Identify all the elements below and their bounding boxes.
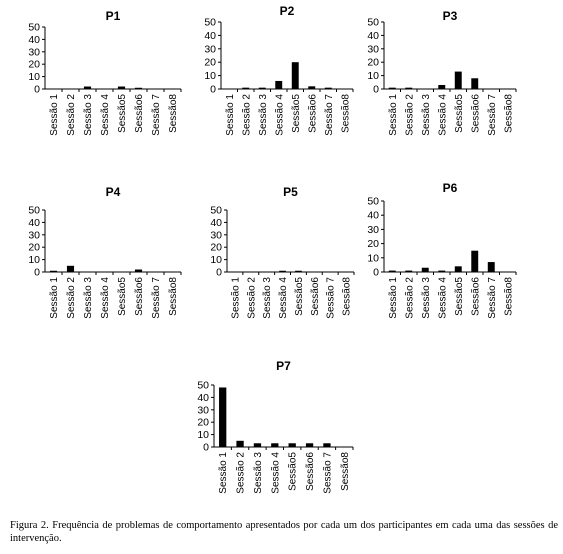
- x-tick-label: Sessão 7: [151, 94, 162, 136]
- bar: [242, 88, 249, 89]
- y-tick-label: 50: [197, 379, 209, 392]
- y-tick-label: 40: [367, 209, 379, 222]
- chart-title: P1: [105, 9, 121, 23]
- x-tick-label: Sessão 4: [437, 277, 449, 319]
- x-tick-label: Sessão8: [168, 94, 179, 133]
- x-tick-label: Sessão 2: [235, 452, 247, 494]
- y-tick-label: 30: [28, 46, 40, 59]
- bar: [438, 85, 445, 89]
- chart-panel-2: [204, 4, 353, 136]
- bar: [135, 88, 142, 89]
- bar: [275, 81, 282, 89]
- x-tick-label: Sessão6: [305, 452, 317, 491]
- x-tick-label: Sessão 1: [218, 452, 230, 494]
- x-tick-label: Sessão 4: [274, 94, 286, 136]
- y-tick-label: 10: [210, 254, 222, 267]
- x-tick-label: Sessão6: [307, 94, 319, 133]
- y-tick-label: 50: [367, 195, 379, 208]
- x-tick-label: Sessão 1: [224, 94, 236, 136]
- y-tick-label: 20: [210, 241, 222, 254]
- y-tick-label: 0: [210, 83, 216, 96]
- bar: [405, 88, 412, 89]
- x-tick-label: Sessão 2: [241, 94, 253, 136]
- x-tick-label: Sessão 4: [100, 277, 111, 319]
- y-tick-label: 30: [367, 43, 379, 56]
- x-tick-label: Sessão 3: [257, 94, 269, 136]
- bar: [422, 268, 429, 272]
- x-tick-label: Sessão 4: [270, 452, 282, 494]
- bar: [389, 88, 396, 89]
- chart-panel-7: [197, 359, 353, 494]
- y-tick-label: 40: [28, 33, 40, 46]
- y-tick-label: 20: [28, 58, 40, 71]
- x-tick-label: Sessão8: [341, 277, 353, 316]
- chart-panel-5: [210, 185, 354, 319]
- x-tick-label: Sessão5: [293, 277, 305, 316]
- x-tick-label: Sessão 1: [387, 277, 399, 319]
- y-tick-label: 0: [203, 441, 209, 454]
- x-tick-label: Sessão 1: [387, 94, 399, 136]
- y-tick-label: 0: [34, 266, 40, 279]
- x-tick-label: Sessão 3: [83, 277, 94, 319]
- bar: [279, 271, 286, 272]
- x-tick-label: Sessão 7: [325, 277, 337, 319]
- x-tick-label: Sessão5: [117, 94, 128, 133]
- x-tick-label: Sessão 3: [83, 94, 94, 136]
- x-tick-label: Sessão6: [134, 277, 145, 316]
- x-tick-label: Sessão 7: [322, 452, 334, 494]
- x-tick-label: Sessão 7: [486, 94, 498, 136]
- y-tick-label: 0: [373, 83, 379, 96]
- x-tick-label: Sessão 4: [100, 94, 111, 136]
- bar: [135, 270, 142, 272]
- x-tick-label: Sessão 7: [151, 277, 162, 319]
- chart-panel-3: [367, 9, 516, 136]
- bar: [84, 87, 91, 89]
- bar: [323, 443, 330, 447]
- y-tick-label: 50: [204, 16, 216, 29]
- x-tick-label: Sessão 2: [246, 277, 258, 319]
- x-tick-label: Sessão8: [503, 277, 515, 316]
- chart-title: P2: [279, 4, 295, 18]
- x-tick-label: Sessão8: [503, 94, 515, 133]
- x-tick-label: Sessão 3: [420, 277, 432, 319]
- x-tick-label: Sessão 7: [323, 94, 335, 136]
- bar: [295, 271, 302, 272]
- bar: [118, 87, 125, 89]
- bar: [67, 266, 74, 272]
- bar: [306, 443, 313, 447]
- bar: [292, 62, 299, 89]
- x-tick-label: Sessão 1: [49, 277, 60, 319]
- x-tick-label: Sessão5: [287, 452, 299, 491]
- x-tick-label: Sessão 3: [420, 94, 432, 136]
- bar: [254, 443, 261, 447]
- y-tick-label: 30: [204, 43, 216, 56]
- x-tick-label: Sessão6: [470, 277, 482, 316]
- x-tick-label: Sessão5: [117, 277, 128, 316]
- figure-caption: Figura 2. Frequência de problemas de comportamento apresentados por cada um dos participantes em cada uma das sessões de intervenção.: [10, 520, 558, 544]
- y-tick-label: 20: [197, 416, 209, 429]
- y-tick-label: 10: [367, 252, 379, 265]
- bar: [438, 271, 445, 272]
- chart-panel-6: [367, 181, 516, 319]
- bar: [271, 443, 278, 447]
- y-tick-label: 40: [197, 391, 209, 404]
- y-tick-label: 10: [28, 71, 40, 84]
- chart-title: P5: [283, 185, 298, 199]
- x-tick-label: Sessão8: [168, 277, 179, 316]
- x-tick-label: Sessão5: [290, 94, 302, 133]
- x-tick-label: Sessão 2: [404, 277, 416, 319]
- x-tick-label: Sessão 7: [486, 277, 498, 319]
- x-tick-label: Sessão 1: [230, 277, 242, 319]
- y-tick-label: 50: [28, 21, 40, 34]
- chart-panel-4: [28, 185, 181, 319]
- x-tick-label: Sessão 2: [66, 277, 77, 319]
- x-tick-label: Sessão6: [470, 94, 482, 133]
- y-tick-label: 20: [367, 56, 379, 69]
- chart-title: P3: [442, 9, 458, 23]
- chart-title: P4: [105, 185, 121, 199]
- x-tick-label: Sessão 4: [437, 94, 449, 136]
- y-tick-label: 30: [197, 404, 209, 417]
- y-tick-label: 50: [28, 204, 40, 217]
- bar: [259, 88, 266, 89]
- y-tick-label: 20: [204, 56, 216, 69]
- y-tick-label: 20: [28, 241, 40, 254]
- bar: [236, 441, 243, 447]
- bar: [471, 78, 478, 89]
- bar: [455, 266, 462, 272]
- y-tick-label: 10: [28, 254, 40, 267]
- x-tick-label: Sessão 4: [278, 277, 290, 319]
- bar: [219, 387, 226, 447]
- y-tick-label: 0: [34, 83, 40, 96]
- bar: [455, 72, 462, 89]
- y-tick-label: 0: [373, 266, 379, 279]
- bar: [50, 271, 57, 272]
- y-tick-label: 0: [216, 266, 222, 279]
- y-tick-label: 40: [367, 29, 379, 42]
- x-tick-label: Sessão8: [340, 94, 352, 133]
- y-tick-label: 10: [367, 70, 379, 83]
- bar: [389, 271, 396, 272]
- bar: [289, 443, 296, 447]
- y-tick-label: 10: [197, 429, 209, 442]
- bar: [325, 88, 332, 89]
- x-tick-label: Sessão 2: [66, 94, 77, 136]
- y-tick-label: 40: [210, 216, 222, 229]
- x-tick-label: Sessão6: [134, 94, 145, 133]
- x-tick-label: Sessão5: [453, 94, 465, 133]
- y-tick-label: 50: [367, 16, 379, 29]
- x-tick-label: Sessão 1: [49, 94, 60, 136]
- chart-title: P7: [276, 359, 291, 373]
- bar: [471, 251, 478, 272]
- y-tick-label: 30: [367, 223, 379, 236]
- bar: [308, 86, 315, 89]
- x-tick-label: Sessão 3: [252, 452, 264, 494]
- bar: [405, 271, 412, 272]
- x-tick-label: Sessão 3: [262, 277, 274, 319]
- y-tick-label: 40: [28, 216, 40, 229]
- y-tick-label: 30: [28, 229, 40, 242]
- y-tick-label: 40: [204, 29, 216, 42]
- chart-title: P6: [442, 181, 458, 195]
- x-tick-label: Sessão6: [309, 277, 321, 316]
- bar: [488, 262, 495, 272]
- y-tick-label: 20: [367, 238, 379, 251]
- y-tick-label: 50: [210, 204, 222, 217]
- y-tick-label: 10: [204, 70, 216, 83]
- chart-panel-1: [28, 9, 181, 136]
- x-tick-label: Sessão8: [339, 452, 351, 491]
- y-tick-label: 30: [210, 229, 222, 242]
- x-tick-label: Sessão5: [453, 277, 465, 316]
- x-tick-label: Sessão 2: [404, 94, 416, 136]
